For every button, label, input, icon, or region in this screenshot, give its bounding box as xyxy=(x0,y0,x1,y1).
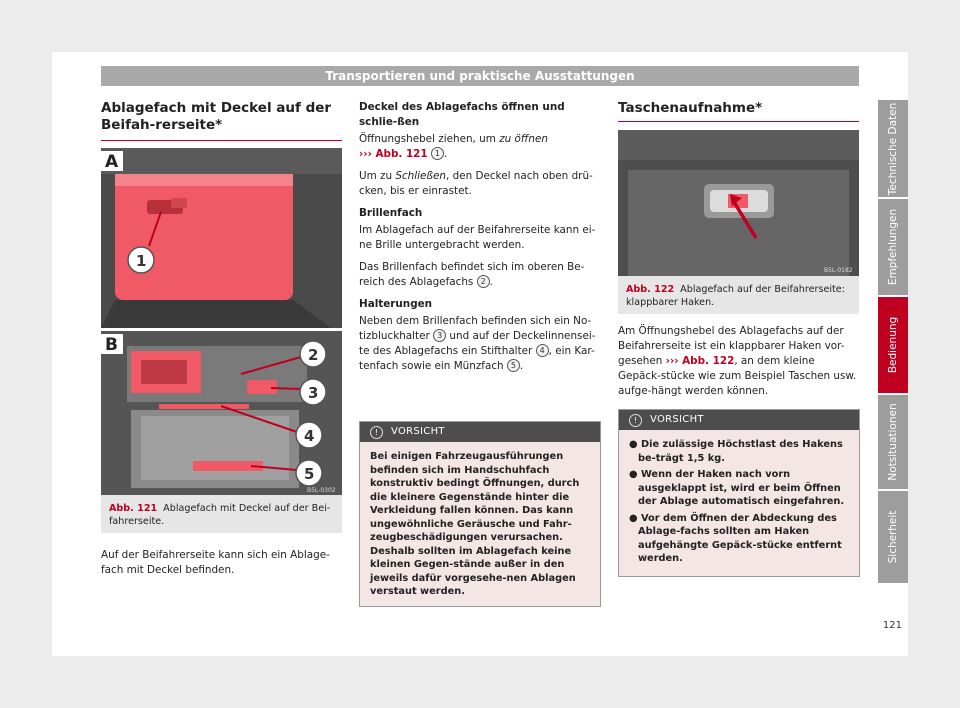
subheading-deckel: Deckel des Ablagefachs öffnen und schlie-ßen xyxy=(359,101,565,128)
figure-code-122: B5L-0182 xyxy=(824,267,853,274)
caption-label: Abb. 121 xyxy=(109,503,158,514)
ref-abb-122[interactable]: ››› Abb. 122 xyxy=(665,355,735,367)
tab-technische-daten[interactable]: Technische Daten xyxy=(878,100,908,197)
section-title-ablagefach: Ablagefach mit Deckel auf der Beifah-rerseite* xyxy=(101,100,332,133)
running-header: Transportieren und praktische Ausstattungen xyxy=(101,66,859,86)
warning-icon-right: ! xyxy=(629,414,642,427)
paragraph-close: Um zu Schließen, den Deckel nach oben drü-cken, bis er einrastet. xyxy=(359,170,593,197)
callout-1: 1 xyxy=(136,252,147,270)
callout-4: 4 xyxy=(304,427,315,445)
tab-empfehlungen[interactable]: Empfehlungen xyxy=(878,199,908,295)
warning-bullet-1: ● Die zulässige Höchstlast des Hakens be-trägt 1,5 kg. xyxy=(629,439,843,464)
caption-text: Ablagefach mit Deckel auf der Bei-fahrerseite. xyxy=(109,503,331,527)
caption-text-122: Ablagefach auf der Beifahrerseite: klappbarer Haken. xyxy=(626,284,845,308)
paragraph-open: Öffnungshebel ziehen, um zu öffnen ››› Abb. 121 1 . xyxy=(359,133,548,160)
figure-122-caption xyxy=(618,276,859,314)
panel-letter-b: B xyxy=(105,335,118,355)
figure-121 xyxy=(101,148,342,495)
tab-sicherheit[interactable]: Sicherheit xyxy=(878,491,908,583)
paragraph-brille-2: Das Brillenfach befindet sich im oberen Be-reich des Ablagefachs 2 . xyxy=(359,261,585,288)
page-number: 121 xyxy=(882,620,902,631)
tab-bedienung[interactable]: Bedienung xyxy=(878,297,908,393)
figure-122 xyxy=(618,130,859,276)
middle-column xyxy=(359,100,600,381)
figure-code: B5L-0302 xyxy=(307,487,336,494)
section-rule-right xyxy=(618,121,859,122)
paragraph-halterungen: Neben dem Brillenfach befinden sich ein No-tizbluckhalter 3 und auf der Deckelinnensei-te des Ablagefachs ein Stifthalter 4 , ein Kar-tenfach sowie ein Münzfach 5 . xyxy=(359,315,596,372)
callout-5: 5 xyxy=(304,465,315,483)
warning-text: Bei einigen Fahrzeugausführungen befinden sich im Handschuhfach konstruktiv bedingt Öffnungen, durch die kleinere Gegenstände hinter die Verkleidung fallen können. Das kann ungewöhnliche Geräusche und Fahr-zeugbeschädigungen verursachen. Deshalb sollten im Ablagefach keine kleinen Gegen-stände außer in den jeweils dafür vorgesehe-nen Ablagen verstaut werden. xyxy=(360,442,600,606)
section-title-taschenaufnahme: Taschenaufnahme* xyxy=(618,100,763,116)
warning-bullet-3: ● Vor dem Öffnen der Abdeckung des Ablage-fachs sollten am Haken aufgehängte Gepäck-stücke entfernt werden. xyxy=(629,512,842,564)
warning-box-right xyxy=(618,409,860,577)
paragraph-brille-1: Im Ablagefach auf der Beifahrerseite kann ei-ne Brille untergebracht werden. xyxy=(359,224,596,251)
ref-abb-121[interactable]: ››› Abb. 121 xyxy=(359,148,428,160)
warning-list xyxy=(619,430,859,576)
right-body-text xyxy=(618,324,859,406)
paragraph-hook: Am Öffnungshebel des Ablagefachs auf der Beifahrerseite ist ein klappbarer Haken vor-gesehen ››› Abb. 122, an dem kleine Gepäck-stücke wie zum Beispiel Taschen usw. aufge-hängt werden können. xyxy=(618,325,857,397)
section-rule xyxy=(101,140,342,141)
panel-letter-a: A xyxy=(105,152,119,172)
left-paragraph: Auf der Beifahrerseite kann sich ein Ablage-fach mit Deckel befinden. xyxy=(101,549,330,576)
warning-box-middle xyxy=(359,421,601,607)
callout-2: 2 xyxy=(308,346,319,364)
caption-label-122: Abb. 122 xyxy=(626,284,675,295)
tab-notsituationen[interactable]: Notsituationen xyxy=(878,395,908,489)
warning-icon: ! xyxy=(370,426,383,439)
hook-illustration xyxy=(618,130,859,276)
subheading-halterungen: Halterungen xyxy=(359,298,433,310)
warning-header-right: ! VORSICHT xyxy=(619,410,859,430)
glovebox-illustration xyxy=(101,148,342,495)
callout-3: 3 xyxy=(308,384,319,402)
subheading-brillenfach: Brillenfach xyxy=(359,207,423,219)
warning-header: ! VORSICHT xyxy=(360,422,600,442)
warning-bullet-2: ● Wenn der Haken nach vorn ausgeklappt ist, wird er beim Öffnen der Ablage automatisch eingefahren. xyxy=(629,469,845,507)
left-body-text xyxy=(101,548,342,585)
figure-121-caption xyxy=(101,495,342,533)
